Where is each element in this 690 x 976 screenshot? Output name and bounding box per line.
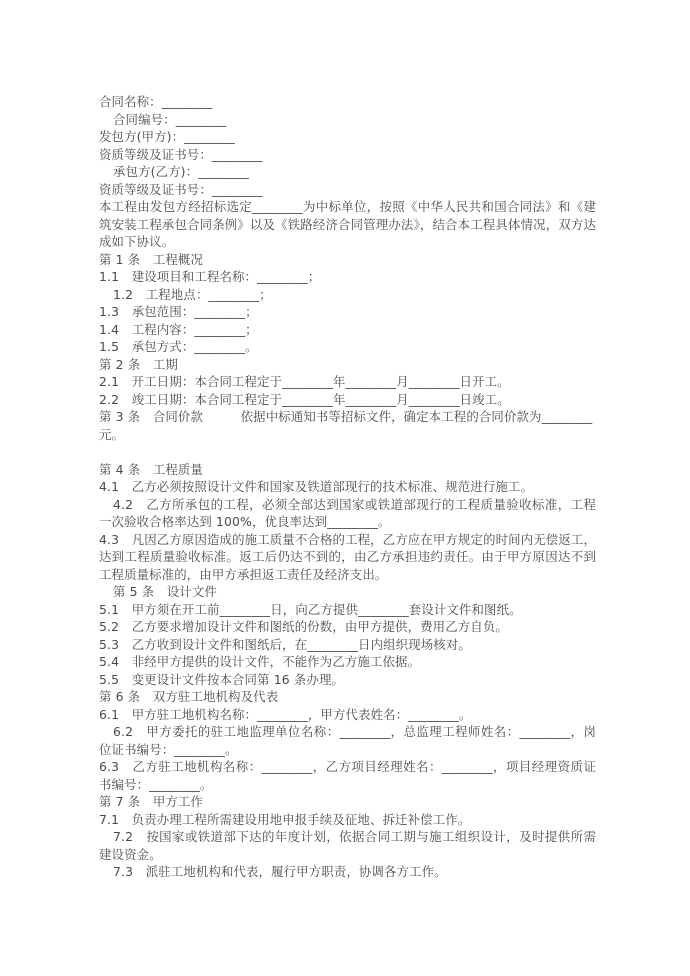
party-a-qualification-field: 资质等级及证书号：________ [99, 146, 263, 162]
contract-number-field: 合同编号：________ [113, 111, 227, 127]
clause-5-5: 5.5 变更设计文件按本合同第 16 条办理。 [99, 671, 345, 687]
clause-1-5: 1.5 承包方式：________。 [99, 339, 258, 354]
clause-2-1: 2.1 开工日期：本合同工程定于________年________月________日开工。 [99, 374, 510, 389]
clause-7-3: 7.3 派驻工地机构和代表，履行甲方职责，协调各方工作。 [113, 864, 447, 879]
article-2-heading: 第 2 条 工期 [99, 356, 178, 372]
preamble-paragraph: 本工程由发包方经招标选定________为中标单位，按照《中华人民共和国合同法》和《建筑安装工程承包合同条例》以及《铁路经济合同管理办法》，结合本工程具体情况，双方达成如下协议。 [99, 199, 596, 249]
contract-name-field: 合同名称：________ [99, 94, 213, 109]
party-a-field: 发包方(甲方)：________ [99, 129, 235, 144]
clause-4-2: 4.2 乙方所承包的工程，必须全部达到国家或铁道部现行的工程质量验收标准，工程一次验收合格率达到 100%，优良率达到________。 [99, 496, 596, 529]
document-body [99, 93, 596, 881]
clause-4-3: 4.3 凡因乙方原因造成的施工质量不合格的工程，乙方应在甲方规定的时间内无偿返工，达到工程质量验收标准。返工后仍达不到的，由乙方承担违约责任。由于甲方原因达不到工程质量标准的，由甲方承担返工责任及经济支出。 [99, 531, 596, 582]
clause-6-3: 6.3 乙方驻工地机构名称：________，乙方项目经理姓名：________，项目经理资质证书编号：________。 [99, 759, 596, 792]
clause-6-1: 6.1 甲方驻工地机构名称：________，甲方代表姓名：________。 [99, 706, 472, 722]
clause-2-2: 2.2 竣工日期：本合同工程定于________年________月________日竣工。 [99, 391, 510, 407]
party-b-field: 承包方(乙方)：________ [113, 164, 249, 179]
article-7-heading: 第 7 条 甲方工作 [99, 794, 203, 809]
article-6-heading: 第 6 条 双方驻工地机构及代表 [99, 689, 279, 704]
clause-5-3: 5.3 乙方收到设计文件和图纸后，在________日内组织现场核对。 [99, 636, 471, 652]
clause-1-2: 1.2 工程地点：________； [113, 286, 272, 302]
article-4-heading: 第 4 条 工程质量 [99, 461, 203, 477]
article-3-contract-price: 第 3 条 合同价款 依据中标通知书等招标文件，确定本工程的合同价款为________元。 [99, 409, 593, 442]
clause-1-1: 1.1 建设项目和工程名称：________； [99, 269, 321, 284]
clause-7-2: 7.2 按国家或铁道部下达的年度计划，依据合同工期与施工组织设计，及时提供所需建设资金。 [99, 829, 596, 862]
article-1-heading: 第 1 条 工程概况 [99, 251, 203, 267]
clause-7-1: 7.1 负责办理工程所需建设用地申报手续及征地、拆迁补偿工作。 [99, 811, 471, 827]
clause-5-4: 5.4 非经甲方提供的设计文件，不能作为乙方施工依据。 [99, 654, 421, 669]
paragraph-spacer [99, 443, 596, 461]
clause-5-2: 5.2 乙方要求增加设计文件和图纸的份数，由甲方提供，费用乙方自负。 [99, 619, 508, 634]
clause-1-4: 1.4 工程内容：________； [99, 321, 258, 337]
clause-5-1: 5.1 甲方须在开工前________日，向乙方提供________套设计文件和图纸。 [99, 601, 522, 617]
article-5-heading: 第 5 条 设计文件 [113, 584, 217, 599]
party-b-qualification-field: 资质等级及证书号：________ [99, 181, 263, 197]
clause-4-1: 4.1 乙方必须按照设计文件和国家及铁道部现行的技术标准、规范进行施工。 [99, 479, 533, 494]
clause-6-2: 6.2 甲方委托的驻工地监理单位名称：________，总监理工程师姓名：________，岗位证书编号：________。 [99, 724, 596, 757]
clause-1-3: 1.3 承包范围：________； [99, 304, 258, 319]
